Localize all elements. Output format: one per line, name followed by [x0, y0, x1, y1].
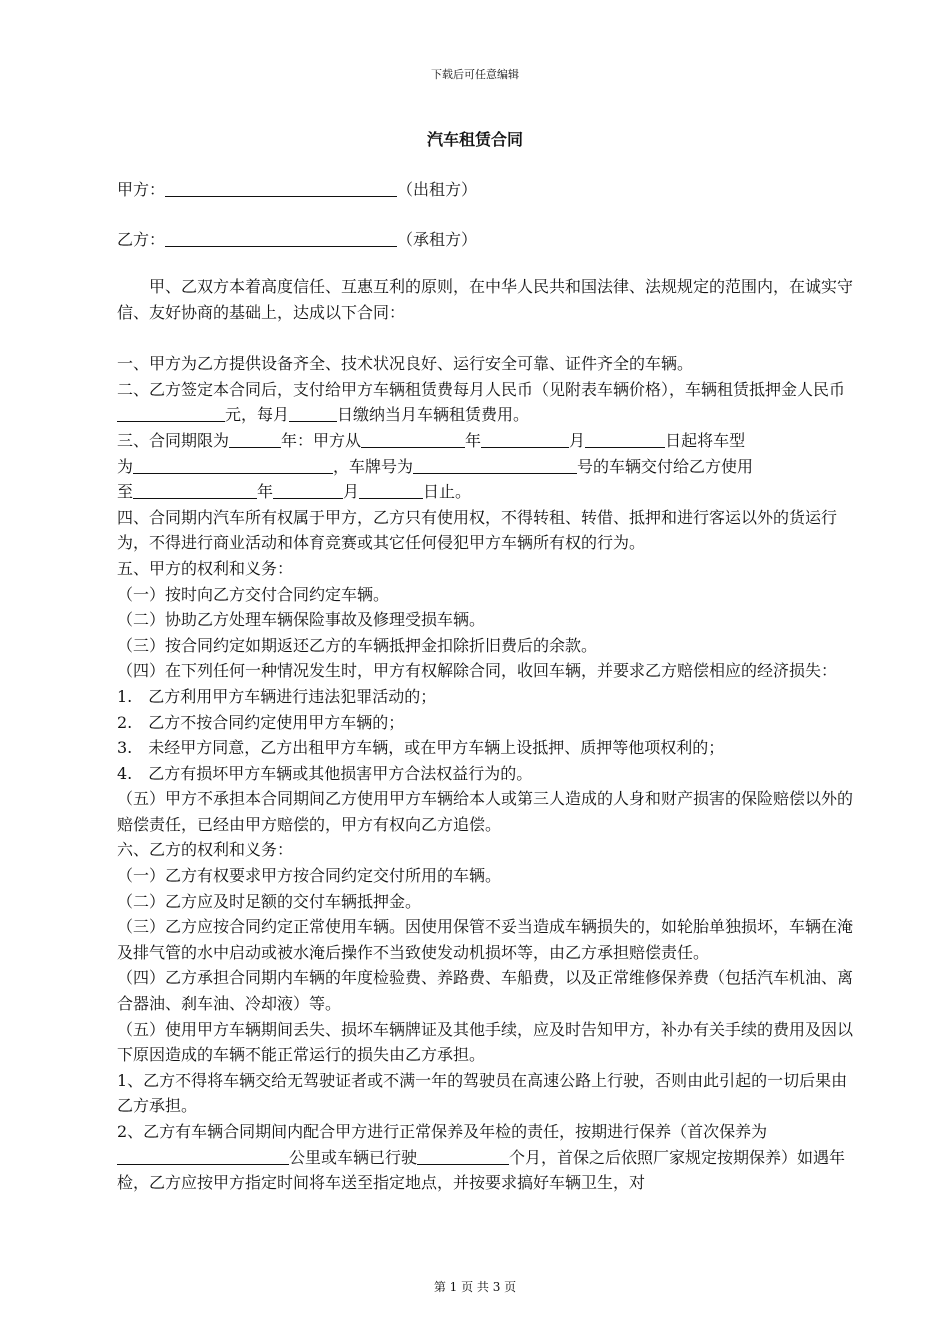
clause-5-sub-4: 4. 乙方有损坏甲方车辆或其他损害甲方合法权益行为的。: [117, 763, 533, 783]
start-day-blank: [585, 431, 665, 448]
clause-5-item-5: （五）甲方不承担本合同期间乙方使用甲方车辆给本人或第三人造成的人身和财产损害的保险赔偿以外的赔偿责任，已经由甲方赔偿的，甲方有权向乙方追偿。: [117, 789, 854, 834]
end-month-blank: [273, 482, 343, 499]
start-year-blank: [361, 431, 465, 448]
clause-6-item-1: （一）乙方有权要求甲方按合同约定交付所用的车辆。: [117, 866, 502, 886]
clause-3-line-1: 三、合同期限为 年：甲方从 年 月 日起将车型: [117, 430, 746, 450]
party-b-role: （承租方）: [397, 230, 478, 249]
clause-5-item-4: （四）在下列任何一种情况发生时，甲方有权解除合同，收回车辆，并要求乙方赔偿相应的经济损失：: [117, 661, 838, 681]
clause-6-item-3: （三）乙方应按合同约定正常使用车辆。因使用保管不妥当造成车辆损失的，如轮胎单独损坏，车辆在淹及排气管的水中启动或被水淹后操作不当致使发动机损坏等，由乙方承担赔偿责任。: [117, 917, 854, 962]
clause-6-note-2: 2、乙方有车辆合同期间内配合甲方进行正常保养及年检的责任，按期进行保养（首次保养为公里或车辆已行驶 个月，首保之后依照厂家规定按期保养）如遇年检，乙方应按甲方指定时间将车送至指定地点，并按要求搞好车辆卫生，对: [117, 1122, 846, 1193]
clause-5-heading: 五、甲方的权利和义务：: [117, 558, 294, 578]
party-a-label: 甲方：: [117, 180, 166, 199]
clause-3-line-3: 至 年 月 日止。: [117, 482, 472, 502]
clause-6-note-1: 1、乙方不得将车辆交给无驾驶证者或不满一年的驾驶员在高速公路上行驶，否则由此引起的一切后果由乙方承担。: [117, 1070, 848, 1116]
term-years-blank: [229, 431, 281, 448]
plate-number-blank: [413, 457, 577, 474]
clause-2: 二、乙方签定本合同后，支付给甲方车辆租赁费每月人民币（见附表车辆价格），车辆租赁抵押金人民币元，每月 日缴纳当月车辆租赁费用。: [117, 379, 846, 425]
party-a-blank: [165, 180, 397, 197]
party-b-blank: [165, 230, 397, 247]
start-month-blank: [481, 431, 569, 448]
page-footer: 第 1 页 共 3 页: [433, 1280, 517, 1294]
clause-5-sub-2: 2. 乙方不按合同约定使用甲方车辆的；: [117, 712, 405, 732]
clause-5-item-1: （一）按时向乙方交付合同约定车辆。: [117, 584, 390, 604]
payment-day-blank: [289, 405, 337, 422]
clause-5-item-3: （三）按合同约定如期返还乙方的车辆抵押金扣除折旧费后的余款。: [117, 635, 598, 655]
clause-6-heading: 六、乙方的权利和义务：: [117, 840, 294, 860]
party-a-role: （出租方）: [397, 180, 478, 199]
deposit-blank: [117, 405, 225, 422]
clause-6-item-4: （四）乙方承担合同期内车辆的年度检验费、养路费、车船费，以及正常维修保养费（包括汽车机油、离合器油、刹车油、冷却液）等。: [117, 968, 854, 1014]
first-service-months-blank: [417, 1148, 509, 1165]
party-b-line: [117, 227, 477, 250]
clause-5-sub-3: 3. 未经甲方同意，乙方出租甲方车辆，或在甲方车辆上设抵押、质押等他项权利的；: [117, 738, 725, 758]
clause-6-item-2: （二）乙方应及时足额的交付车辆抵押金。: [117, 891, 422, 911]
contract-body: [117, 274, 859, 1196]
party-a-line: [117, 177, 477, 200]
clause-6-item-5: （五）使用甲方车辆期间丢失、损坏车辆牌证及其他手续，应及时告知甲方，补办有关手续的费用及因以下原因造成的车辆不能正常运行的损失由乙方承担。: [117, 1019, 854, 1065]
clause-5-sub-1: 1. 乙方利用甲方车辆进行违法犯罪活动的；: [117, 686, 437, 706]
first-service-km-blank: [117, 1148, 289, 1165]
preamble: 甲、乙双方本着高度信任、互惠互利的原则，在中华人民共和国法律、法规规定的范围内，在诚实守信、友好协商的基础上，达成以下合同：: [117, 277, 854, 322]
page-header: 下载后可任意编辑: [431, 68, 519, 81]
end-day-blank: [359, 482, 423, 499]
clause-1: 一、甲方为乙方提供设备齐全、技术状况良好、运行安全可靠、证件齐全的车辆。: [117, 354, 694, 374]
car-model-blank: [133, 457, 333, 474]
party-b-label: 乙方：: [117, 230, 166, 249]
clause-3-line-2: 为 ，车牌号为 号的车辆交付给乙方使用: [117, 456, 754, 476]
end-year-blank: [133, 482, 257, 499]
document-title: 汽车租赁合同: [426, 130, 523, 149]
clause-4: 四、合同期内汽车所有权属于甲方，乙方只有使用权，不得转租、转借、抵押和进行客运以外的货运行为，不得进行商业活动和体育竞赛或其它任何侵犯甲方车辆所有权的行为。: [117, 507, 838, 553]
clause-5-item-2: （二）协助乙方处理车辆保险事故及修理受损车辆。: [117, 610, 486, 630]
